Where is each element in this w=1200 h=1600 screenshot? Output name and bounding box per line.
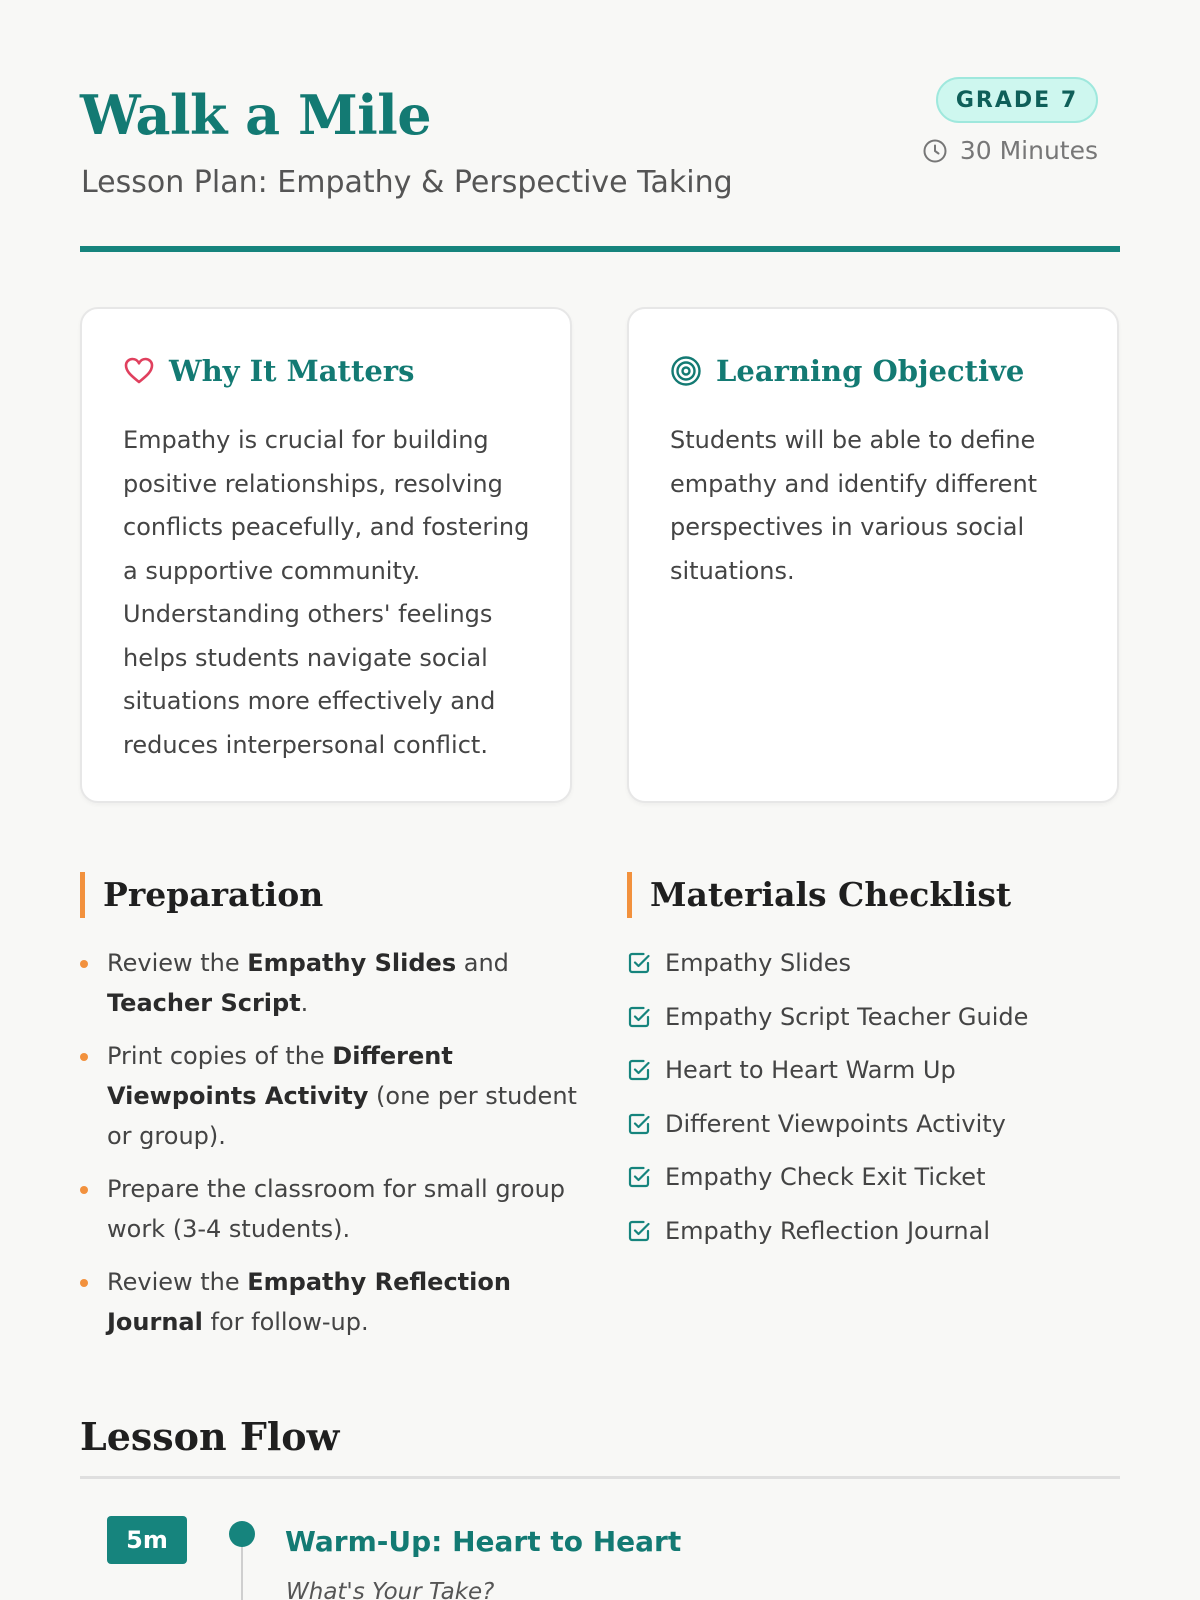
prep-text: Review the [107,949,248,977]
header-divider [80,246,1120,252]
duration-text: 30 Minutes [959,136,1098,165]
prep-text: (one per student or group). [107,1082,577,1150]
checklist-label: Empathy Slides [665,949,852,977]
checklist-item [627,997,1028,1037]
why-it-matters-title: Why It Matters [169,354,415,388]
checkbox-checked-icon [627,1005,651,1029]
why-it-matters-card [80,307,572,803]
why-it-matters-header [123,354,414,388]
step-subtitle: What's Your Take? [286,1579,495,1600]
preparation-heading: Preparation [80,872,323,918]
lesson-flow-heading: Lesson Flow [80,1414,340,1459]
checklist-item [627,943,1028,983]
checklist-label: Empathy Check Exit Ticket [665,1163,986,1191]
prep-emphasis: Teacher Script [107,989,301,1017]
page-title: Walk a Mile [80,83,432,147]
preparation-item [80,1036,580,1156]
prep-text: Print copies of the [107,1042,333,1070]
clock-icon [922,138,948,164]
prep-emphasis: Empathy Reflection Journal [107,1268,511,1336]
timeline-dot [229,1521,255,1547]
prep-text: Prepare the classroom for small group work (3-4 students). [107,1175,566,1243]
learning-objective-card [627,307,1119,803]
why-it-matters-text: Empathy is crucial for building positive relationships, resolving conflicts peacefully, and fostering a supportive community. Understanding others' feelings helps students navigate social situations more effectively and reduces interpersonal conflict. [123,426,530,759]
preparation-item [80,1169,580,1249]
learning-objective-title: Learning Objective [716,354,1025,388]
checkbox-checked-icon [627,1112,651,1136]
heart-icon [123,355,155,387]
checkbox-checked-icon [627,1165,651,1189]
prep-text: for follow-up. [202,1308,369,1336]
prep-text: and [456,949,509,977]
step-title: Warm-Up: Heart to Heart [285,1525,682,1558]
checklist-label: Different Viewpoints Activity [665,1109,1006,1138]
learning-objective-text: Students will be able to define empathy and identify different perspectives in various social situations. [670,426,1038,585]
prep-text: Review the [107,1268,248,1296]
checkbox-checked-icon [627,951,651,975]
checkbox-checked-icon [627,1058,651,1082]
duration [922,136,1098,165]
page-subtitle: Lesson Plan: Empathy & Perspective Taking [81,165,733,200]
lesson-flow-divider [80,1476,1120,1479]
checkbox-checked-icon [627,1219,651,1243]
materials-heading: Materials Checklist [627,872,1011,918]
preparation-item [80,1262,580,1342]
grade-badge: GRADE 7 [936,77,1098,123]
checklist-item [627,1050,1028,1090]
materials-checklist [627,943,1028,1264]
preparation-list [80,943,580,1355]
checklist-label: Empathy Reflection Journal [665,1216,990,1245]
prep-text: . [300,989,309,1017]
checklist-label: Empathy Script Teacher Guide [665,1002,1029,1031]
target-icon [670,355,702,387]
checklist-label: Heart to Heart Warm Up [665,1056,956,1084]
prep-emphasis: Different Viewpoints Activity [107,1042,453,1110]
prep-emphasis: Empathy Slides [247,949,457,977]
preparation-item [80,943,580,1023]
checklist-item [627,1104,1028,1144]
checklist-item [627,1157,1028,1197]
checklist-item [627,1211,1028,1251]
learning-objective-header [670,354,1024,388]
step-duration-badge: 5m [107,1516,187,1564]
